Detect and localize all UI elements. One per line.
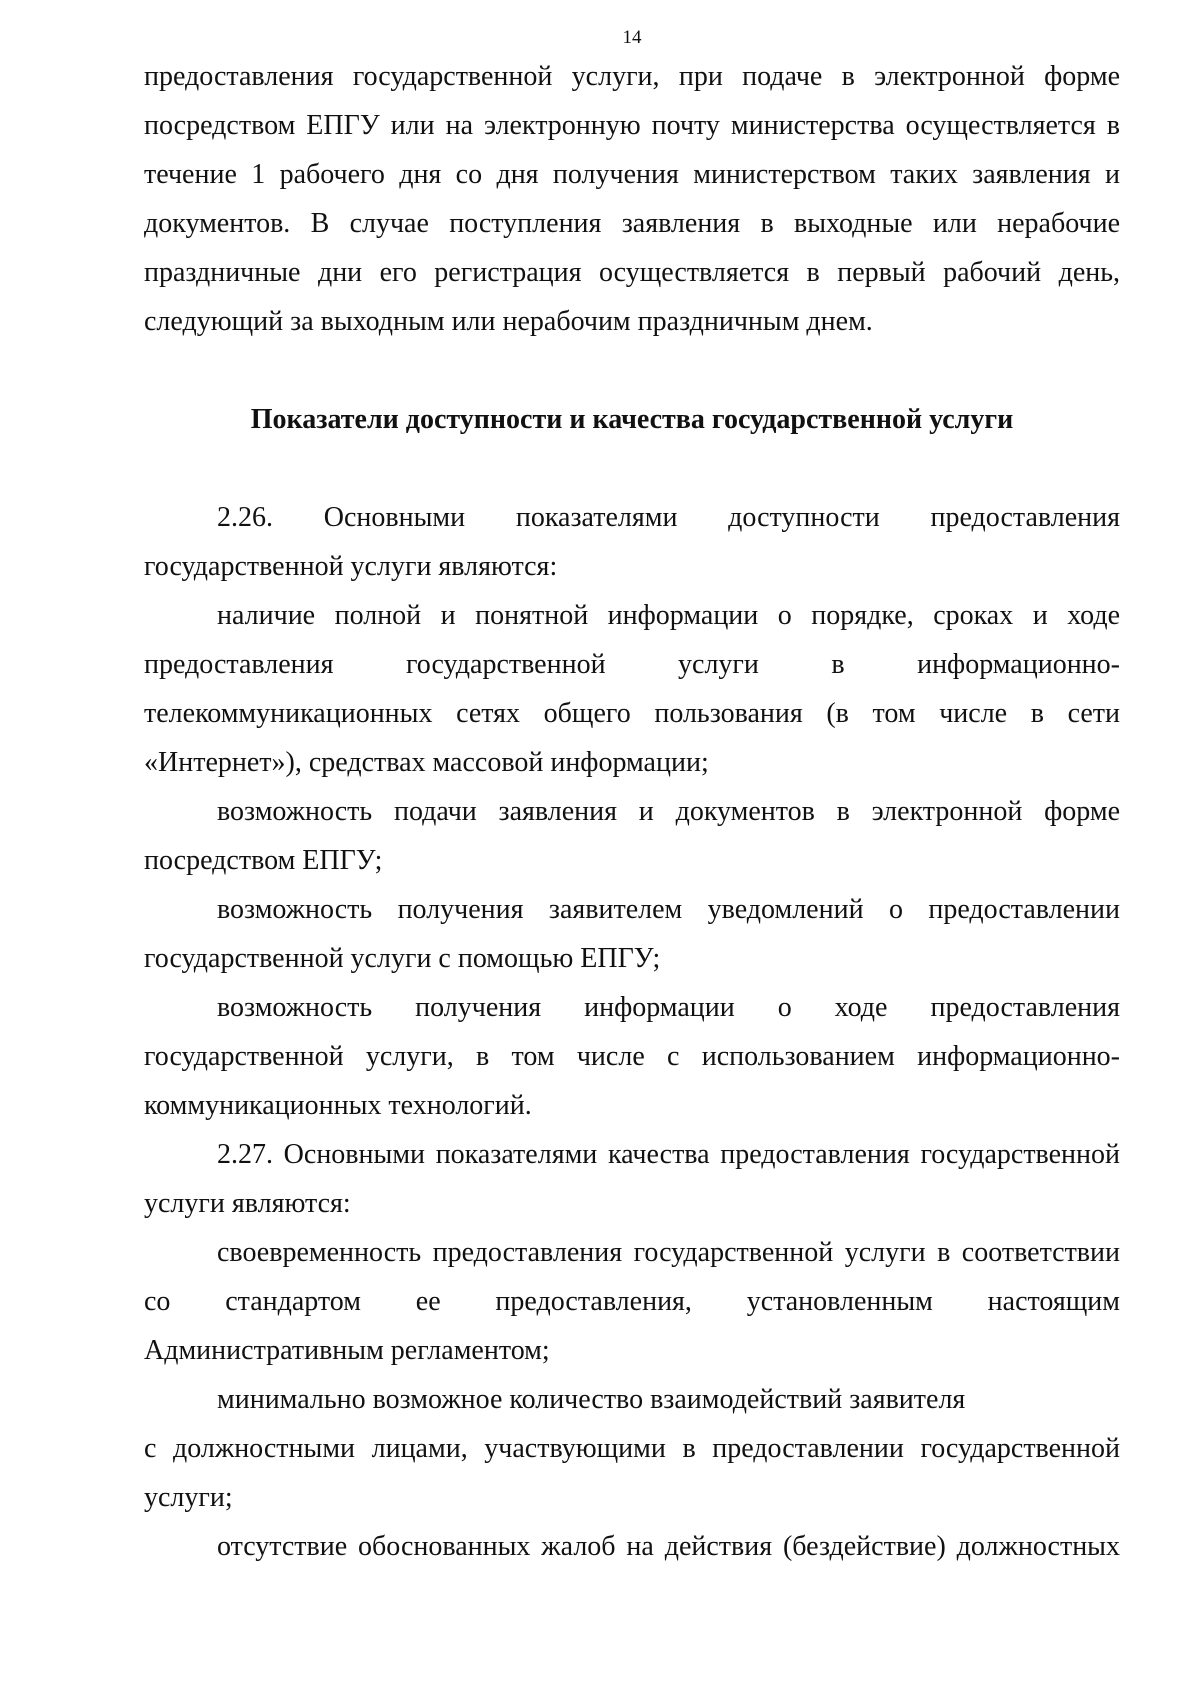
page-number: 14 xyxy=(622,27,642,48)
paragraph-min-interactions-line2: с должностными лицами, участвующими в предоставлении государственной услуги; xyxy=(144,1433,1120,1513)
paragraph-electronic-submission: возможность подачи заявления и документов в электронной форме посредством ЕПГУ; xyxy=(144,796,1120,876)
paragraph-progress-info: возможность получения информации о ходе предоставления государственной услуги, в том числе с использованием информационно-коммуникационных технологий. xyxy=(144,992,1120,1121)
paragraph-timeliness: своевременность предоставления государственной услуги в соответствии со стандартом ее предоставления, установленным настоящим Административным регламентом; xyxy=(144,1237,1120,1366)
paragraph-availability-info: наличие полной и понятной информации о порядке, сроках и ходе предоставления государственной услуги в информационно-телекоммуникационных сетях общего пользования (в том числе в сети «Интернет»), средствах массовой информации; xyxy=(144,600,1120,778)
paragraph-2-27: 2.27. Основными показателями качества предоставления государственной услуги являются: xyxy=(144,1139,1120,1219)
paragraph-min-interactions-line1: минимально возможное количество взаимодействий заявителя xyxy=(217,1384,966,1415)
paragraph-notifications: возможность получения заявителем уведомлений о предоставлении государственной услуги с помощью ЕПГУ; xyxy=(144,894,1120,974)
document-body xyxy=(144,52,1120,1571)
paragraph-no-complaints: отсутствие обоснованных жалоб на действия (бездействие) должностных xyxy=(217,1531,1120,1562)
paragraph-2-26: 2.26. Основными показателями доступности предоставления государственной услуги являются: xyxy=(144,502,1120,582)
paragraph-continuation: предоставления государственной услуги, при подаче в электронной форме посредством ЕПГУ или на электронную почту министерства осуществляется в течение 1 рабочего дня со дня получения министерством таких заявления и документов. В случае поступления заявления в выходные или нерабочие праздничные дни его регистрация осуществляется в первый рабочий день, следующий за выходным или нерабочим праздничным днем. xyxy=(144,61,1120,337)
section-heading: Показатели доступности и качества государственной услуги xyxy=(250,404,1014,435)
